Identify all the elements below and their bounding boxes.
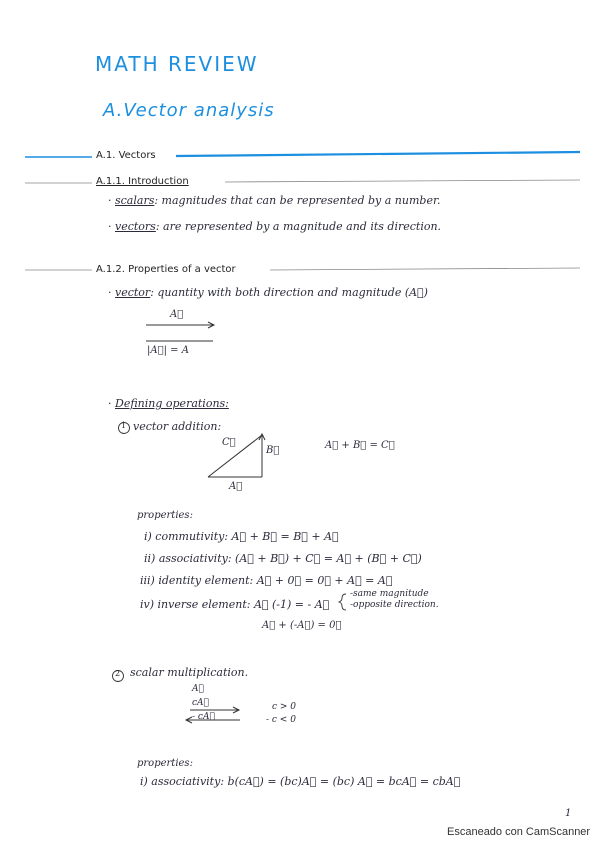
addition-equation: A⃗ + B⃗ = C⃗ — [325, 440, 395, 451]
page-title: MATH REVIEW — [95, 52, 259, 76]
defining-operations-line: · Defining operations: — [108, 397, 229, 410]
property-inverse: iv) inverse element: A⃗ (-1) = - A⃗ — [140, 598, 330, 611]
scalar-associativity: i) associativity: b(cA⃗) = (bc)A⃗ = (bc) A⃗ = bcA⃗ = cbA⃗ — [140, 775, 461, 788]
vectors-line: · vectors: are represented by a magnitude and its direction. — [108, 220, 442, 233]
vectors-term: vectors — [115, 220, 156, 233]
op1-number: 1 — [121, 421, 127, 430]
property-associativity: ii) associativity: (A⃗ + B⃗) + C⃗ = A⃗ + (B⃗ + C⃗) — [144, 552, 422, 565]
triangle-b-label: B⃗ — [266, 445, 280, 456]
properties-label-1: properties: — [137, 510, 193, 521]
vectors-definition: : are represented by a magnitude and its direction. — [155, 220, 442, 233]
scanner-watermark: Escaneado con CamScanner — [447, 826, 591, 838]
vector-line: · vector: quantity with both direction and magnitude (A⃗) — [108, 286, 428, 299]
scalars-term: scalars — [115, 194, 155, 207]
sm-neg-label: - cA⃗ — [192, 712, 215, 722]
sm-a-label: A⃗ — [192, 684, 204, 694]
magnitude-label: |A⃗| = A — [147, 345, 189, 356]
op2-label: scalar multiplication. — [130, 666, 249, 679]
op1-label: vector addition: — [133, 420, 222, 433]
heading-vectors: A.1. Vectors — [96, 150, 156, 161]
heading-introduction: A.1.1. Introduction — [96, 176, 189, 187]
sm-c-positive: c > 0 — [272, 702, 297, 712]
triangle-c-label: C⃗ — [222, 437, 236, 448]
defining-operations: Defining operations: — [115, 397, 229, 410]
scalars-line: · scalars: magnitudes that can be represented by a number. — [108, 194, 441, 207]
vector-definition: : quantity with both direction and magnitude (A⃗) — [150, 286, 428, 299]
op2-number: 2 — [115, 669, 121, 678]
sm-c-negative: - c < 0 — [266, 715, 296, 725]
triangle-a-label: A⃗ — [229, 481, 243, 492]
inverse-note-magnitude: -same magnitude — [350, 589, 429, 599]
property-commutivity: i) commutivity: A⃗ + B⃗ = B⃗ + A⃗ — [144, 530, 339, 543]
page-number: 1 — [565, 808, 572, 819]
arrow-a-label: A⃗ — [170, 309, 184, 320]
sm-ca-label: cA⃗ — [192, 698, 209, 708]
inverse-equation: A⃗ + (-A⃗) = 0⃗ — [262, 620, 342, 631]
properties-label-2: properties: — [137, 758, 193, 769]
property-identity: iii) identity element: A⃗ + 0⃗ = 0⃗ + A⃗ = A⃗ — [140, 574, 393, 587]
section-subtitle: A.Vector analysis — [103, 100, 275, 121]
inverse-note-direction: -opposite direction. — [350, 600, 439, 610]
heading-properties-of-vector: A.1.2. Properties of a vector — [96, 264, 236, 275]
vector-term: vector — [115, 286, 151, 299]
scalars-definition: : magnitudes that can be represented by a number. — [154, 194, 441, 207]
